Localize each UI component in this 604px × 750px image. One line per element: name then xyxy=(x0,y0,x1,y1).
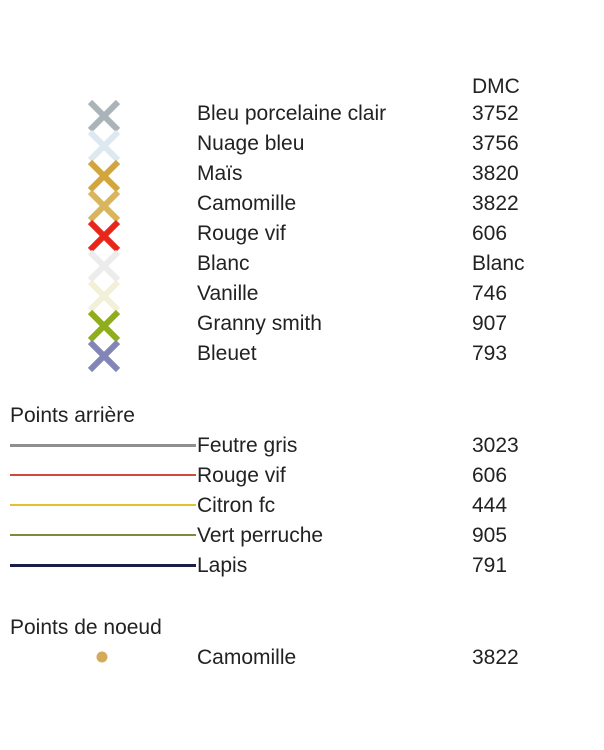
knot-dot-icon xyxy=(95,650,109,664)
dmc-code: 791 xyxy=(472,554,508,577)
backstitch-line-swatch xyxy=(10,474,196,476)
dmc-code: Blanc xyxy=(472,252,525,275)
backstitch-line-swatch xyxy=(10,504,196,506)
backstitch-line-swatch xyxy=(10,564,196,567)
thread-name: Granny smith xyxy=(197,312,322,335)
dmc-code: 3822 xyxy=(472,192,519,215)
thread-name: Vanille xyxy=(197,282,259,305)
cross-stitch-icon xyxy=(86,159,122,193)
cross-stitch-icon xyxy=(86,129,122,163)
dmc-code: 746 xyxy=(472,282,508,305)
thread-name: Vert perruche xyxy=(197,524,324,547)
dmc-code: 3756 xyxy=(472,132,519,155)
thread-name: Citron fc xyxy=(197,494,276,517)
thread-name: Camomille xyxy=(197,192,297,215)
cross-stitch-icon xyxy=(86,219,122,253)
thread-name: Blanc xyxy=(197,252,250,275)
dmc-code: 793 xyxy=(472,342,508,365)
thread-name: Bleu porcelaine clair xyxy=(197,102,387,125)
dmc-code: 907 xyxy=(472,312,508,335)
dmc-code: 3820 xyxy=(472,162,519,185)
thread-name: Camomille xyxy=(197,646,297,669)
backstitch-line-swatch xyxy=(10,444,196,447)
cross-stitch-icon xyxy=(86,339,122,373)
dmc-code: 3023 xyxy=(472,434,519,457)
thread-name: Rouge vif xyxy=(197,222,286,245)
cross-stitch-icon xyxy=(86,279,122,313)
backstitch-section-title: Points arrière xyxy=(10,404,135,427)
dmc-code: 606 xyxy=(472,464,508,487)
thread-name: Feutre gris xyxy=(197,434,298,457)
dmc-code: 905 xyxy=(472,524,508,547)
thread-name: Bleuet xyxy=(197,342,257,365)
thread-name: Rouge vif xyxy=(197,464,286,487)
cross-stitch-icon xyxy=(86,189,122,223)
cross-stitch-icon xyxy=(86,309,122,343)
dmc-code: 3752 xyxy=(472,102,519,125)
cross-stitch-icon xyxy=(86,99,122,133)
dmc-code: 444 xyxy=(472,494,508,517)
thread-name: Nuage bleu xyxy=(197,132,305,155)
cross-stitch-icon xyxy=(86,249,122,283)
thread-name: Lapis xyxy=(197,554,248,577)
knot-section-title: Points de noeud xyxy=(10,616,162,639)
dmc-code: 3822 xyxy=(472,646,519,669)
backstitch-line-swatch xyxy=(10,534,196,536)
thread-name: Maïs xyxy=(197,162,243,185)
dmc-column-header: DMC xyxy=(472,75,520,98)
dmc-code: 606 xyxy=(472,222,508,245)
